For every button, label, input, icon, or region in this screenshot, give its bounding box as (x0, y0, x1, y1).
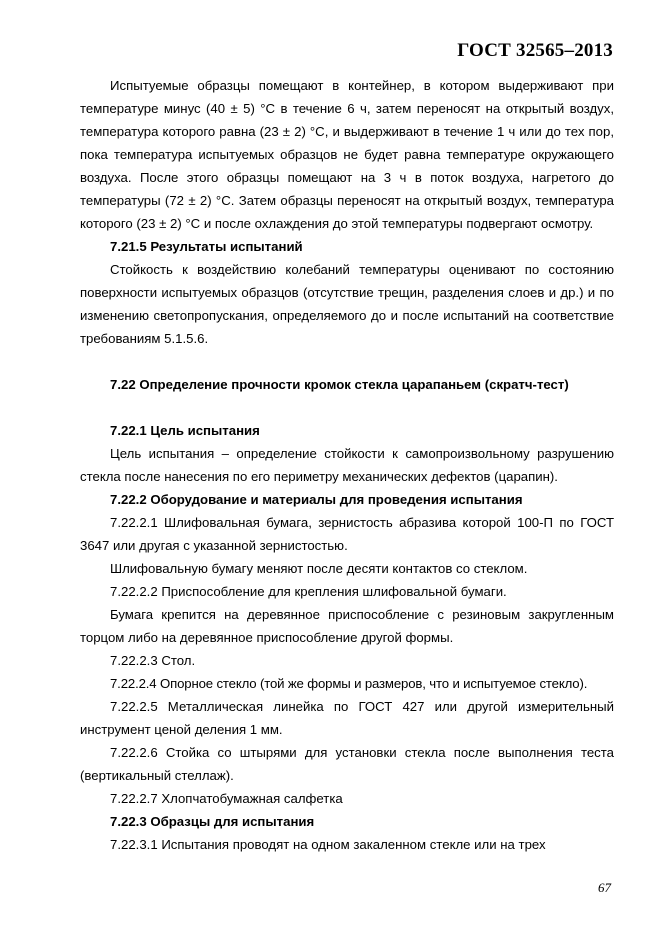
paragraph-7-22-2-3: 7.22.2.3 Стол. (110, 653, 196, 668)
paragraph-7-22-2-4: 7.22.2.4 Опорное стекло (той же формы и размеров, что и испытуемое стекло). (110, 676, 588, 691)
heading-7-21-5: 7.21.5 Результаты испытаний (110, 239, 303, 254)
heading-7-22: 7.22 Определение прочности кромок стекла царапаньем (скратч-тест) (110, 377, 569, 392)
heading-7-22-2: 7.22.2 Оборудование и материалы для проведения испытания (110, 492, 523, 507)
spacer (80, 350, 614, 373)
spacer (80, 396, 614, 419)
paragraph-paper-change: Шлифовальную бумагу меняют после десяти контактов со стеклом. (110, 561, 528, 576)
paragraph-7-22-2-1: 7.22.2.1 Шлифовальная бумага, зернистость абразива которой 100-П по ГОСТ 3647 или другая с указанной зернистостью. (80, 515, 614, 553)
heading-7-22-3: 7.22.3 Образцы для испытания (110, 814, 315, 829)
paragraph-7-22-2-2: 7.22.2.2 Приспособление для крепления шлифовальной бумаги. (110, 584, 507, 599)
paragraph-results: Стойкость к воздействию колебаний температуры оценивают по состоянию поверхности испытуемых образцов (отсутствие трещин, разделения слоев и др.) и по изменению светопропускания, определяемого до и после испытаний на соответствие требованиям 5.1.5.6. (80, 262, 614, 346)
paragraph-7-22-2-7: 7.22.2.7 Хлопчатобумажная салфетка (110, 791, 343, 806)
heading-7-22-1: 7.22.1 Цель испытания (110, 423, 260, 438)
paragraph-7-22-3-1: 7.22.3.1 Испытания проводят на одном закаленном стекле или на трех (110, 837, 546, 852)
paragraph-test-purpose: Цель испытания – определение стойкости к самопроизвольному разрушению стекла после нанесения по его периметру механических дефектов (царапин). (80, 446, 614, 484)
paragraph-test-procedure: Испытуемые образцы помещают в контейнер, в котором выдерживают при температуре минус (40 ± 5) °С в течение 6 ч, затем переносят на открытый воздух, температура которого равна (23 ± 2) °С, и выдерживают в течение 1 ч или до тех пор, пока температура испытуемых образцов не будет равна температуре окружающего воздуха. После этого образцы помещают на 3 ч в поток воздуха, нагретого до температуры (72 ± 2) °С. Затем образцы переносят на открытый воздух, температура которого (23 ± 2) °С и после охлаждения до этой температуры подвергают осмотру. (80, 78, 614, 231)
paragraph-paper-mount: Бумага крепится на деревянное приспособление с резиновым закругленным торцом либо на деревянное приспособление другой формы. (80, 607, 614, 645)
page-number: 67 (598, 880, 611, 895)
page-body (80, 74, 614, 856)
paragraph-7-22-2-5: 7.22.2.5 Металлическая линейка по ГОСТ 427 или другой измерительный инструмент ценой деления 1 мм. (80, 699, 614, 737)
standard-title: ГОСТ 32565–2013 (457, 40, 613, 61)
paragraph-7-22-2-6: 7.22.2.6 Стойка со штырями для установки стекла после выполнения теста (вертикальный стеллаж). (80, 745, 614, 783)
